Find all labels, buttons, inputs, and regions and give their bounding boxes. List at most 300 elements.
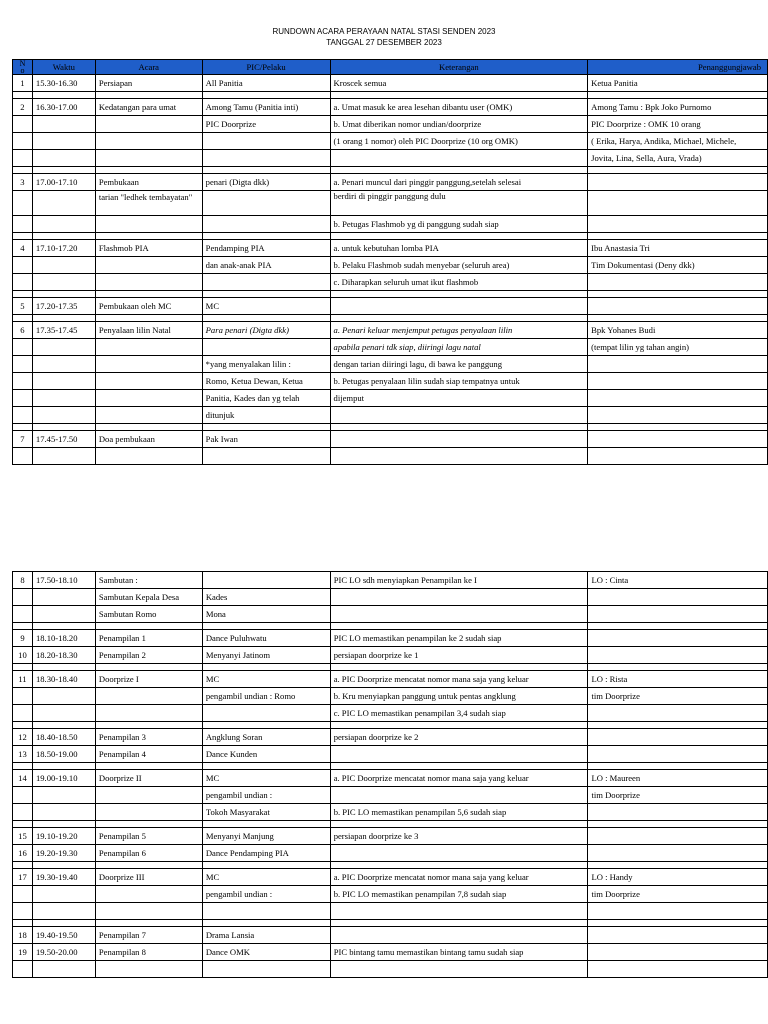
empty-cell [95, 722, 202, 729]
cell-pic: MC [202, 869, 330, 886]
empty-cell [32, 920, 95, 927]
cell-penanggungjawab [588, 174, 768, 191]
spacer-row [13, 664, 768, 671]
cell-no [13, 191, 33, 216]
empty-cell [202, 664, 330, 671]
cell-pic [202, 216, 330, 233]
empty-cell [202, 167, 330, 174]
cell-penanggungjawab: LO : Maureen [588, 770, 768, 787]
header-keterangan: Keterangan [330, 60, 588, 75]
cell-penanggungjawab [588, 944, 768, 961]
empty-cell [32, 92, 95, 99]
cell-acara: Sambutan : [95, 572, 202, 589]
cell-no [13, 787, 33, 804]
empty-cell [13, 167, 33, 174]
cell-waktu [32, 961, 95, 978]
cell-pic [202, 705, 330, 722]
empty-cell [13, 233, 33, 240]
document-title: RUNDOWN ACARA PERAYAAN NATAL STASI SENDEN 2023 [272, 27, 496, 36]
table-row [13, 407, 768, 424]
empty-cell [588, 315, 768, 322]
empty-cell [588, 862, 768, 869]
cell-pic: Dance Kunden [202, 746, 330, 763]
cell-acara: Penyalaan lilin Natal [95, 322, 202, 339]
cell-keterangan: a. PIC Doorprize mencatat nomor mana saja yang keluar [330, 869, 588, 886]
empty-cell [32, 315, 95, 322]
cell-no: 18 [13, 927, 33, 944]
cell-pic: pengambil undian : [202, 787, 330, 804]
cell-waktu: 18.30-18.40 [32, 671, 95, 688]
cell-penanggungjawab [588, 390, 768, 407]
empty-cell [95, 233, 202, 240]
spacer-row [13, 763, 768, 770]
cell-no [13, 606, 33, 623]
empty-cell [32, 233, 95, 240]
empty-cell [95, 763, 202, 770]
table-row [13, 845, 768, 862]
cell-no [13, 804, 33, 821]
cell-penanggungjawab: Bpk Yohanes Budi [588, 322, 768, 339]
cell-pic: MC [202, 770, 330, 787]
cell-acara [95, 407, 202, 424]
empty-cell [13, 92, 33, 99]
cell-no [13, 339, 33, 356]
cell-waktu [32, 804, 95, 821]
cell-acara [95, 373, 202, 390]
table-row [13, 630, 768, 647]
cell-waktu [32, 150, 95, 167]
empty-cell [330, 315, 588, 322]
cell-pic: *yang menyalakan lilin : [202, 356, 330, 373]
empty-cell [330, 722, 588, 729]
cell-keterangan [330, 845, 588, 862]
cell-keterangan: PIC bintang tamu memastikan bintang tamu sudah siap [330, 944, 588, 961]
cell-acara [95, 448, 202, 465]
cell-acara [95, 356, 202, 373]
empty-cell [32, 623, 95, 630]
cell-keterangan [330, 589, 588, 606]
cell-keterangan [330, 787, 588, 804]
empty-cell [330, 821, 588, 828]
cell-waktu: 17.10-17.20 [32, 240, 95, 257]
cell-waktu [32, 448, 95, 465]
table-row [13, 75, 768, 92]
cell-acara: Persiapan [95, 75, 202, 92]
cell-penanggungjawab [588, 448, 768, 465]
cell-pic: Drama Lansia [202, 927, 330, 944]
cell-penanggungjawab [588, 216, 768, 233]
cell-no [13, 903, 33, 920]
spacer-row [13, 315, 768, 322]
cell-waktu [32, 407, 95, 424]
cell-waktu: 17.45-17.50 [32, 431, 95, 448]
empty-cell [588, 763, 768, 770]
cell-waktu: 15.30-16.30 [32, 75, 95, 92]
cell-penanggungjawab: LO : Cinta [588, 572, 768, 589]
empty-cell [13, 920, 33, 927]
cell-waktu: 18.40-18.50 [32, 729, 95, 746]
cell-waktu [32, 903, 95, 920]
cell-waktu: 19.30-19.40 [32, 869, 95, 886]
table-row [13, 787, 768, 804]
cell-penanggungjawab: Ketua Panitia [588, 75, 768, 92]
table-row [13, 356, 768, 373]
cell-keterangan [330, 407, 588, 424]
cell-no: 10 [13, 647, 33, 664]
cell-keterangan: a. Penari keluar menjemput petugas penyalaan lilin [330, 322, 588, 339]
table-row [13, 746, 768, 763]
cell-penanggungjawab [588, 729, 768, 746]
cell-waktu: 18.20-18.30 [32, 647, 95, 664]
cell-no: 1 [13, 75, 33, 92]
cell-pic: All Panitia [202, 75, 330, 92]
empty-cell [95, 664, 202, 671]
cell-waktu [32, 191, 95, 216]
cell-keterangan: berdiri di pinggir panggung dulu [330, 191, 588, 216]
cell-no: 12 [13, 729, 33, 746]
cell-no [13, 407, 33, 424]
empty-cell [95, 424, 202, 431]
cell-penanggungjawab [588, 298, 768, 315]
empty-cell [588, 821, 768, 828]
cell-no [13, 150, 33, 167]
empty-cell [588, 92, 768, 99]
cell-pic: pengambil undian : [202, 886, 330, 903]
cell-no [13, 448, 33, 465]
cell-no [13, 257, 33, 274]
empty-cell [13, 623, 33, 630]
cell-pic: MC [202, 671, 330, 688]
cell-waktu [32, 339, 95, 356]
cell-no [13, 133, 33, 150]
empty-cell [588, 920, 768, 927]
document-date: TANGGAL 27 DESEMBER 2023 [326, 38, 442, 47]
cell-penanggungjawab [588, 191, 768, 216]
table-row [13, 274, 768, 291]
cell-no: 19 [13, 944, 33, 961]
cell-waktu: 17.20-17.35 [32, 298, 95, 315]
cell-no: 13 [13, 746, 33, 763]
cell-pic: Para penari (Digta dkk) [202, 322, 330, 339]
cell-acara: Sambutan Romo [95, 606, 202, 623]
cell-acara [95, 886, 202, 903]
cell-pic: Romo, Ketua Dewan, Ketua [202, 373, 330, 390]
cell-pic: Dance Pendamping PIA [202, 845, 330, 862]
cell-no: 11 [13, 671, 33, 688]
cell-acara [95, 257, 202, 274]
cell-acara [95, 274, 202, 291]
cell-penanggungjawab [588, 746, 768, 763]
empty-cell [588, 291, 768, 298]
cell-waktu: 19.40-19.50 [32, 927, 95, 944]
cell-waktu [32, 787, 95, 804]
empty-cell [330, 92, 588, 99]
cell-pic [202, 274, 330, 291]
empty-cell [330, 424, 588, 431]
cell-keterangan: apabila penari tdk siap, diiringi lagu natal [330, 339, 588, 356]
cell-pic: ditunjuk [202, 407, 330, 424]
cell-keterangan: b. PIC LO memastikan penampilan 7,8 sudah siap [330, 886, 588, 903]
cell-penanggungjawab: ( Erika, Harya, Andika, Michael, Michele, [588, 133, 768, 150]
spacer-row [13, 623, 768, 630]
cell-keterangan [330, 150, 588, 167]
cell-pic: Pendamping PIA [202, 240, 330, 257]
cell-keterangan: PIC LO sdh menyiapkan Penampilan ke I [330, 572, 588, 589]
cell-penanggungjawab [588, 630, 768, 647]
cell-acara: Penampilan 7 [95, 927, 202, 944]
cell-acara: Penampilan 2 [95, 647, 202, 664]
cell-waktu: 18.50-19.00 [32, 746, 95, 763]
cell-acara: Flashmob PIA [95, 240, 202, 257]
empty-cell [330, 763, 588, 770]
cell-acara [95, 804, 202, 821]
cell-penanggungjawab: tim Doorprize [588, 787, 768, 804]
empty-cell [202, 862, 330, 869]
empty-cell [95, 92, 202, 99]
cell-acara [95, 116, 202, 133]
spacer-row [13, 167, 768, 174]
cell-acara: tarian "ledhek tembayatan" [95, 191, 202, 216]
cell-keterangan [330, 903, 588, 920]
cell-keterangan: a. untuk kebutuhan lomba PIA [330, 240, 588, 257]
table-header-row [13, 60, 768, 75]
cell-waktu [32, 606, 95, 623]
cell-acara [95, 688, 202, 705]
empty-cell [202, 763, 330, 770]
header-pic: PIC/Pelaku [202, 60, 330, 75]
cell-keterangan: b. Petugas penyalaan lilin sudah siap tempatnya untuk [330, 373, 588, 390]
table-row [13, 961, 768, 978]
cell-no [13, 216, 33, 233]
cell-pic [202, 448, 330, 465]
cell-keterangan: b. Petugas Flashmob yg di panggung sudah siap [330, 216, 588, 233]
cell-acara: Doa pembukaan [95, 431, 202, 448]
cell-penanggungjawab: Tim Dokumentasi (Deny dkk) [588, 257, 768, 274]
table-row [13, 257, 768, 274]
empty-cell [202, 623, 330, 630]
cell-waktu [32, 373, 95, 390]
cell-pic: pengambil undian : Romo [202, 688, 330, 705]
cell-keterangan: persiapan doorprize ke 1 [330, 647, 588, 664]
empty-cell [330, 233, 588, 240]
table-row [13, 886, 768, 903]
rundown-table-part-2 [12, 571, 768, 978]
cell-keterangan: Kroscek semua [330, 75, 588, 92]
cell-no [13, 705, 33, 722]
cell-pic [202, 150, 330, 167]
cell-keterangan: b. Kru menyiapkan panggung untuk pentas angklung [330, 688, 588, 705]
header-waktu: Waktu [32, 60, 95, 75]
empty-cell [32, 291, 95, 298]
table-row [13, 150, 768, 167]
cell-waktu [32, 356, 95, 373]
table-row [13, 298, 768, 315]
cell-acara: Penampilan 3 [95, 729, 202, 746]
cell-waktu: 17.00-17.10 [32, 174, 95, 191]
empty-cell [330, 920, 588, 927]
cell-pic: penari (Digta dkk) [202, 174, 330, 191]
cell-penanggungjawab [588, 407, 768, 424]
cell-acara [95, 339, 202, 356]
empty-cell [32, 424, 95, 431]
empty-cell [202, 233, 330, 240]
spacer-row [13, 920, 768, 927]
cell-no: 7 [13, 431, 33, 448]
empty-cell [32, 167, 95, 174]
cell-keterangan: a. PIC Doorprize mencatat nomor mana saja yang keluar [330, 770, 588, 787]
empty-cell [32, 862, 95, 869]
rundown-table-part-1 [12, 59, 768, 465]
cell-waktu [32, 390, 95, 407]
cell-waktu [32, 133, 95, 150]
table-row [13, 133, 768, 150]
table-row [13, 390, 768, 407]
cell-no [13, 589, 33, 606]
cell-keterangan: b. Umat diberikan nomor undian/doorprize [330, 116, 588, 133]
cell-no: 16 [13, 845, 33, 862]
empty-cell [95, 623, 202, 630]
cell-pic [202, 903, 330, 920]
empty-cell [588, 623, 768, 630]
cell-waktu: 19.50-20.00 [32, 944, 95, 961]
table-row [13, 216, 768, 233]
cell-pic [202, 961, 330, 978]
cell-acara [95, 787, 202, 804]
cell-no: 4 [13, 240, 33, 257]
table-row [13, 339, 768, 356]
cell-penanggungjawab: tim Doorprize [588, 886, 768, 903]
cell-pic [202, 339, 330, 356]
cell-waktu: 17.50-18.10 [32, 572, 95, 589]
spacer-row [13, 291, 768, 298]
cell-acara: Penampilan 4 [95, 746, 202, 763]
cell-keterangan [330, 431, 588, 448]
table-row [13, 927, 768, 944]
cell-penanggungjawab [588, 845, 768, 862]
cell-acara [95, 961, 202, 978]
cell-no [13, 373, 33, 390]
empty-cell [330, 862, 588, 869]
table-row [13, 606, 768, 623]
empty-cell [95, 167, 202, 174]
cell-pic: MC [202, 298, 330, 315]
cell-acara: Doorprize II [95, 770, 202, 787]
cell-acara [95, 133, 202, 150]
cell-penanggungjawab [588, 804, 768, 821]
cell-pic: Dance Puluhwatu [202, 630, 330, 647]
empty-cell [588, 722, 768, 729]
table-row [13, 572, 768, 589]
cell-waktu: 19.10-19.20 [32, 828, 95, 845]
cell-pic [202, 133, 330, 150]
cell-waktu: 19.20-19.30 [32, 845, 95, 862]
cell-acara [95, 390, 202, 407]
cell-pic [202, 572, 330, 589]
cell-penanggungjawab: Among Tamu : Bpk Joko Purnomo [588, 99, 768, 116]
cell-acara: Kedatangan para umat [95, 99, 202, 116]
empty-cell [95, 920, 202, 927]
cell-pic: dan anak-anak PIA [202, 257, 330, 274]
cell-penanggungjawab [588, 903, 768, 920]
table-row [13, 116, 768, 133]
cell-penanggungjawab [588, 647, 768, 664]
cell-waktu [32, 116, 95, 133]
table-row [13, 191, 768, 216]
spacer-row [13, 722, 768, 729]
cell-penanggungjawab: Jovita, Lina, Sella, Aura, Vrada) [588, 150, 768, 167]
empty-cell [95, 862, 202, 869]
cell-penanggungjawab [588, 606, 768, 623]
cell-keterangan [330, 298, 588, 315]
cell-no [13, 356, 33, 373]
cell-acara: Sambutan Kepala Desa [95, 589, 202, 606]
cell-pic: Tokoh Masyarakat [202, 804, 330, 821]
cell-waktu: 18.10-18.20 [32, 630, 95, 647]
cell-penanggungjawab: (tempat lilin yg tahan angin) [588, 339, 768, 356]
cell-no [13, 886, 33, 903]
cell-acara: Penampilan 6 [95, 845, 202, 862]
empty-cell [95, 291, 202, 298]
cell-pic: Menyanyi Jatinom [202, 647, 330, 664]
cell-no [13, 274, 33, 291]
empty-cell [13, 315, 33, 322]
table-row [13, 322, 768, 339]
table-row [13, 804, 768, 821]
empty-cell [588, 424, 768, 431]
spacer-row [13, 821, 768, 828]
cell-keterangan [330, 927, 588, 944]
empty-cell [13, 722, 33, 729]
spacer-row [13, 424, 768, 431]
cell-penanggungjawab: LO : Handy [588, 869, 768, 886]
empty-cell [202, 291, 330, 298]
cell-keterangan [330, 746, 588, 763]
empty-cell [32, 763, 95, 770]
cell-penanggungjawab [588, 274, 768, 291]
cell-pic: PIC Doorprize [202, 116, 330, 133]
cell-pic: Angklung Soran [202, 729, 330, 746]
table-row [13, 174, 768, 191]
cell-keterangan: dijemput [330, 390, 588, 407]
cell-no: 6 [13, 322, 33, 339]
cell-pic: Panitia, Kades dan yg telah [202, 390, 330, 407]
cell-keterangan: persiapan doorprize ke 2 [330, 729, 588, 746]
cell-keterangan: PIC LO memastikan penampilan ke 2 sudah siap [330, 630, 588, 647]
cell-penanggungjawab [588, 373, 768, 390]
empty-cell [202, 92, 330, 99]
cell-pic: Mona [202, 606, 330, 623]
cell-keterangan: dengan tarian diiringi lagu, di bawa ke panggung [330, 356, 588, 373]
empty-cell [202, 821, 330, 828]
cell-no [13, 961, 33, 978]
table-row [13, 705, 768, 722]
table-body-part-2 [13, 572, 768, 978]
cell-no: 9 [13, 630, 33, 647]
table-row [13, 729, 768, 746]
header-acara: Acara [95, 60, 202, 75]
empty-cell [330, 291, 588, 298]
table-row [13, 99, 768, 116]
cell-pic: Dance OMK [202, 944, 330, 961]
cell-no: 5 [13, 298, 33, 315]
table-row [13, 647, 768, 664]
empty-cell [588, 233, 768, 240]
cell-acara: Doorprize I [95, 671, 202, 688]
cell-acara [95, 903, 202, 920]
cell-keterangan: b. Pelaku Flashmob sudah menyebar (seluruh area) [330, 257, 588, 274]
cell-penanggungjawab: LO : Rista [588, 671, 768, 688]
cell-pic: Among Tamu (Panitia inti) [202, 99, 330, 116]
